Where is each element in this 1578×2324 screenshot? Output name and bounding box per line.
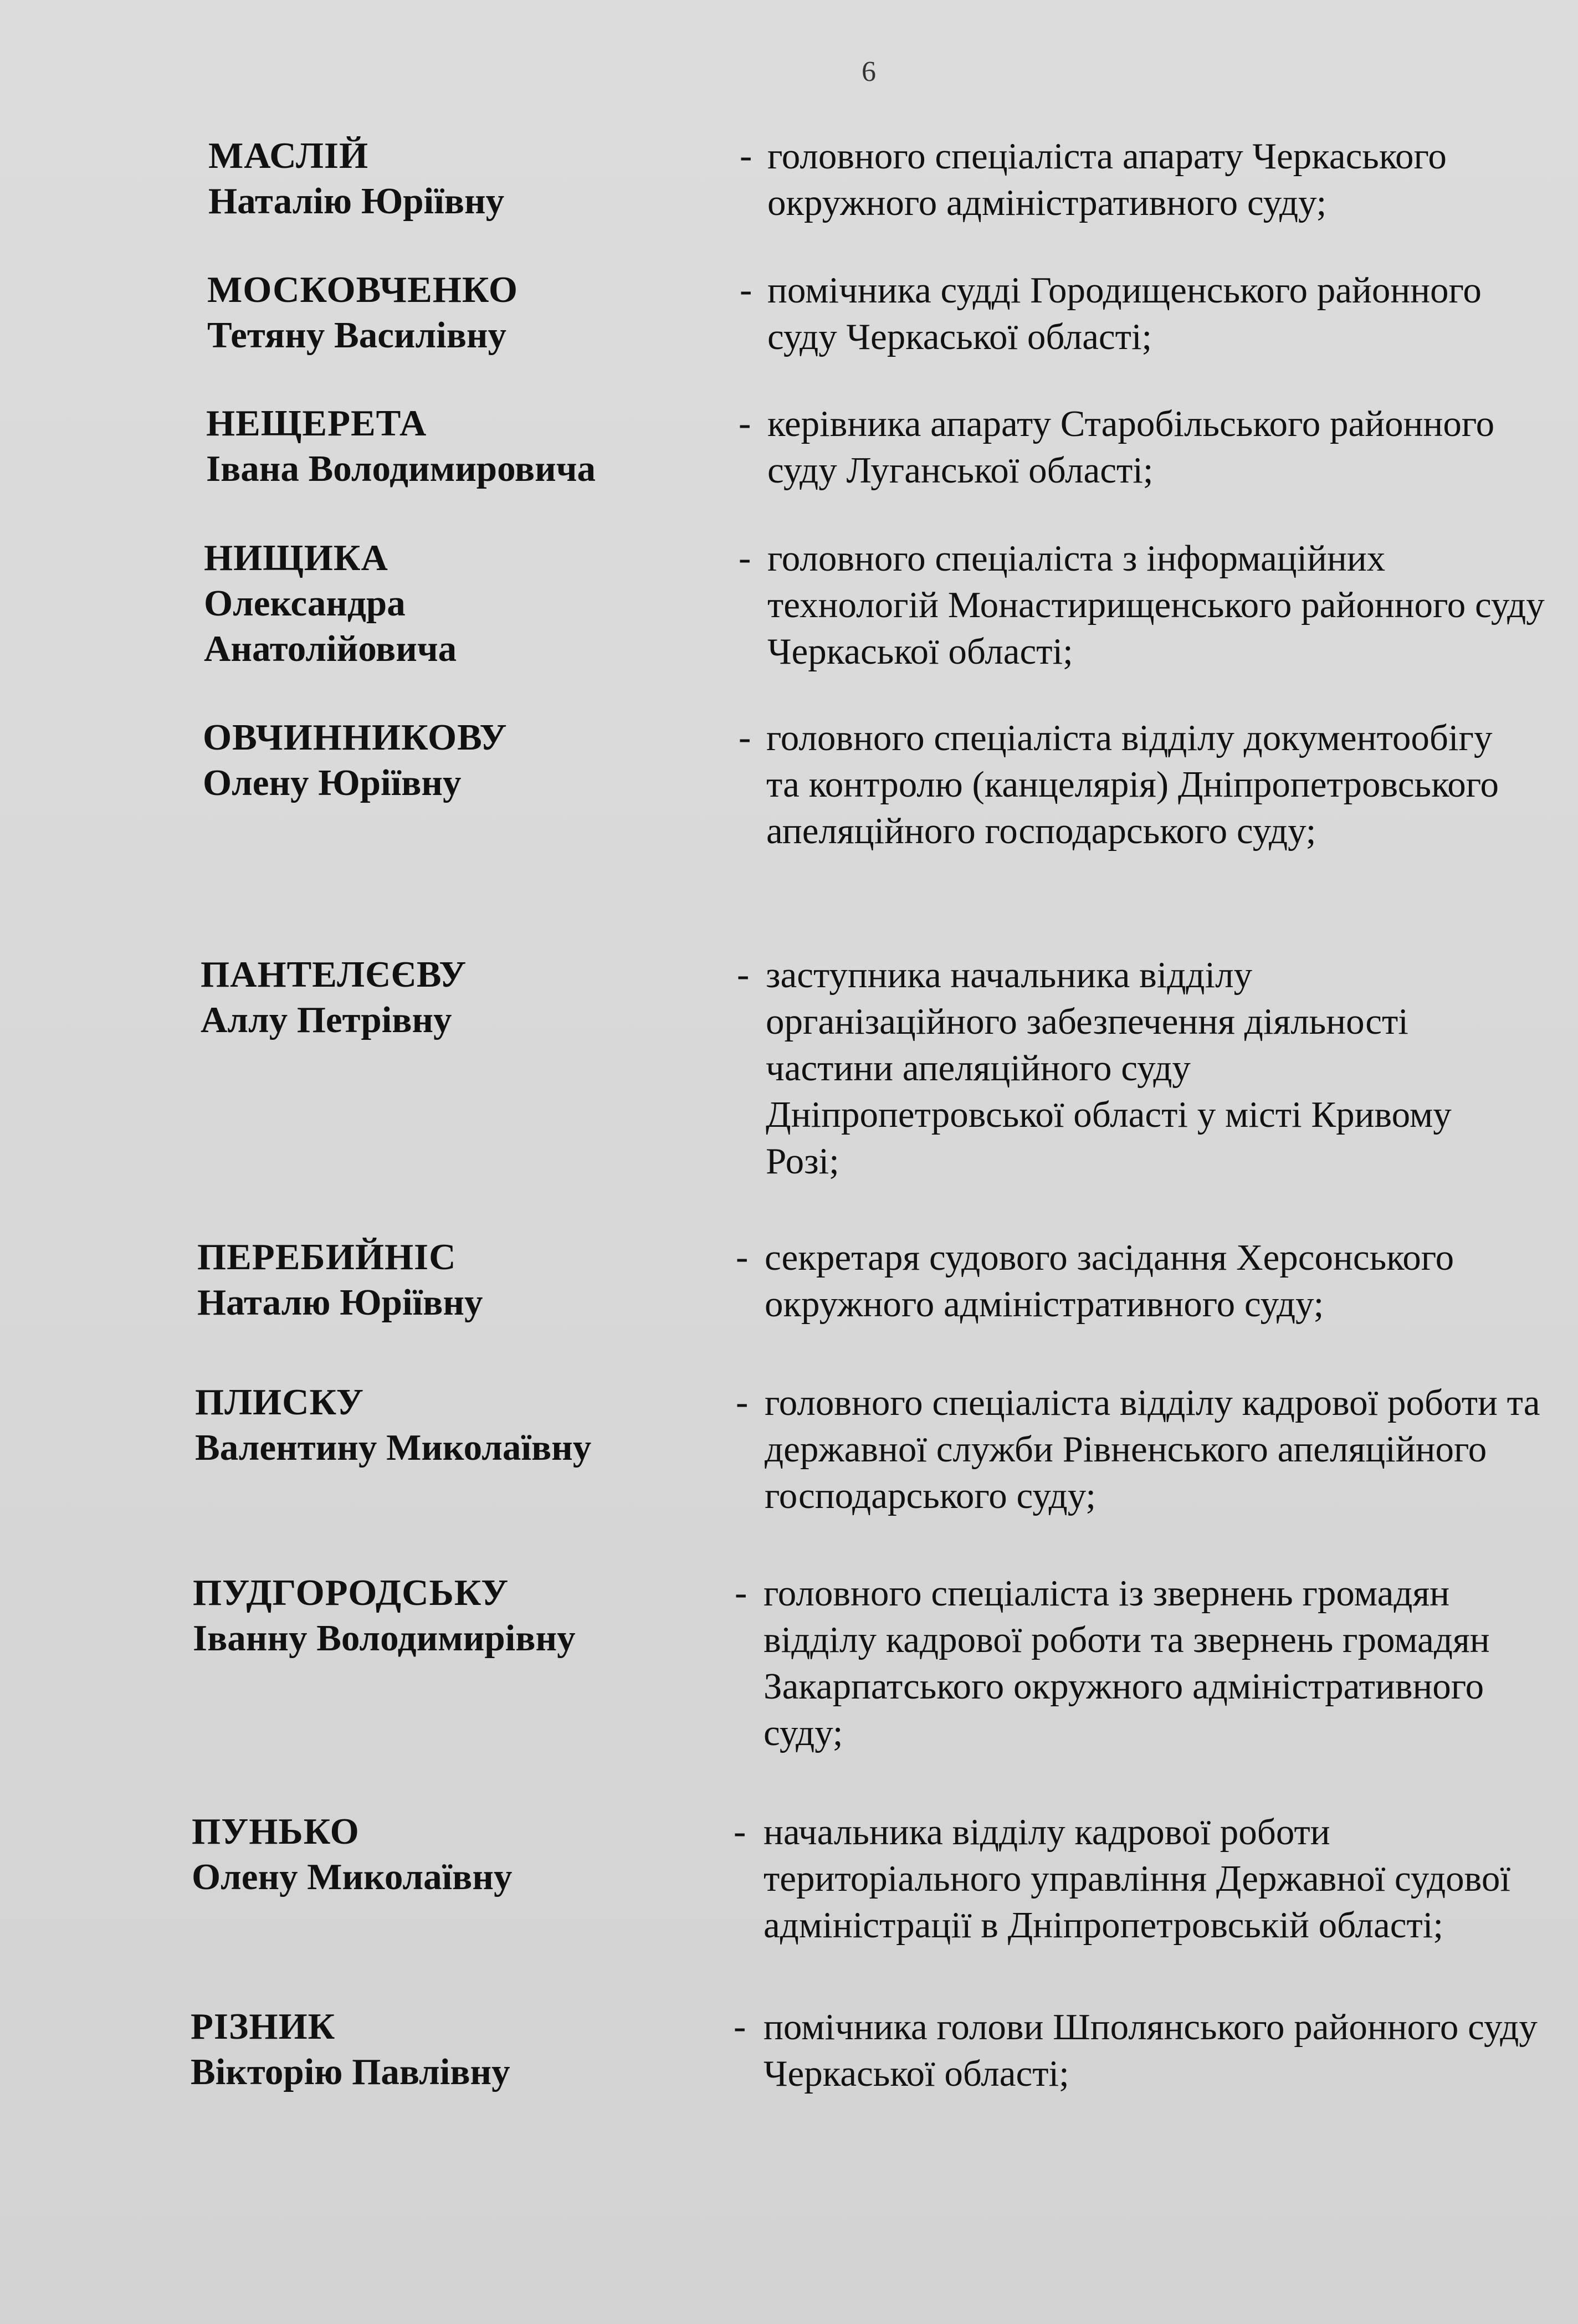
dash: - <box>740 269 752 310</box>
dash: - <box>736 1237 749 1278</box>
person-name <box>195 1379 860 1470</box>
dash: - <box>735 1572 747 1613</box>
surname: МОСКОВЧЕНКО <box>207 269 518 310</box>
surname: ПАНТЕЛЄЄВУ <box>201 954 467 995</box>
surname: ПУДГОРОДСЬКУ <box>193 1572 509 1613</box>
position-text: керівника апарату Старобільського районного суду Луганської області; <box>767 403 1495 491</box>
position-text: помічника голови Шполянського районного суду Черкаської області; <box>764 2007 1538 2094</box>
surname: ОВЧИННИКОВУ <box>203 717 508 758</box>
person-name <box>192 1809 857 1900</box>
position-text: головного спеціаліста відділу документообігу та контролю (канцелярія) Дніпропетровського апеляційного господарського суду; <box>766 717 1499 851</box>
given-name: Наталю Юріївну <box>197 1282 483 1323</box>
given-name: Валентину Миколаївну <box>195 1427 592 1468</box>
page-number: 6 <box>862 56 876 88</box>
surname: НИЩИКА <box>204 537 388 578</box>
position-text: головного спеціаліста апарату Черкаського окружного адміністративного суду; <box>767 136 1447 223</box>
given-name: Олену Юріївну <box>203 762 462 803</box>
surname: ПЛИСКУ <box>195 1382 364 1423</box>
position-text: головного спеціаліста з інформаційних технологій Монастирищенського районного суду Черкаської області; <box>767 538 1545 672</box>
given-name: Тетяну Василівну <box>207 315 507 356</box>
surname: МАСЛІЙ <box>208 135 369 176</box>
given-name: Наталію Юріївну <box>208 181 505 222</box>
person-name <box>197 1234 862 1325</box>
person-name <box>204 535 536 671</box>
position-text: головного спеціаліста із звернень громадян відділу кадрової роботи та звернень громадян Закарпатського окружного адміністративного суду; <box>764 1573 1490 1753</box>
given-name: Іванну Володимирівну <box>193 1618 576 1659</box>
dash: - <box>739 717 751 758</box>
person-name <box>191 2004 855 2095</box>
dash: - <box>740 135 752 176</box>
given-name: Олену Миколаївну <box>192 1856 513 1897</box>
surname: НЕЩЕРЕТА <box>206 403 427 444</box>
position-text: секретаря судового засідання Херсонського окружного адміністративного суду; <box>765 1237 1454 1325</box>
dash: - <box>734 2006 746 2047</box>
position-text: помічника судді Городищенського районного суду Черкаської області; <box>767 270 1482 357</box>
dash: - <box>739 537 751 578</box>
position-text: заступника начальника відділу організаційного забезпечення діяльності частини апеляційного суду Дніпропетровської області у місті Кривому Розі; <box>766 955 1452 1182</box>
position-text: головного спеціаліста відділу кадрової роботи та державної служби Рівненського апеляційного господарського суду; <box>765 1382 1540 1516</box>
dash: - <box>734 1811 746 1852</box>
given-name: Олександра Анатолійовича <box>204 583 457 669</box>
dash: - <box>739 403 751 444</box>
surname: ПУНЬКО <box>192 1811 360 1852</box>
position-text: начальника відділу кадрової роботи територіального управління Державної судової адміністрації в Дніпропетровській області; <box>764 1812 1510 1946</box>
dash: - <box>736 1382 749 1423</box>
dash: - <box>737 954 750 995</box>
surname: ПЕРЕБИЙНІС <box>197 1237 457 1278</box>
person-name <box>193 1570 858 1661</box>
given-name: Аллу Петрівну <box>201 999 452 1040</box>
given-name: Вікторію Павлівну <box>191 2051 510 2092</box>
surname: РІЗНИК <box>191 2006 336 2047</box>
given-name: Івана Володимировича <box>206 448 596 489</box>
